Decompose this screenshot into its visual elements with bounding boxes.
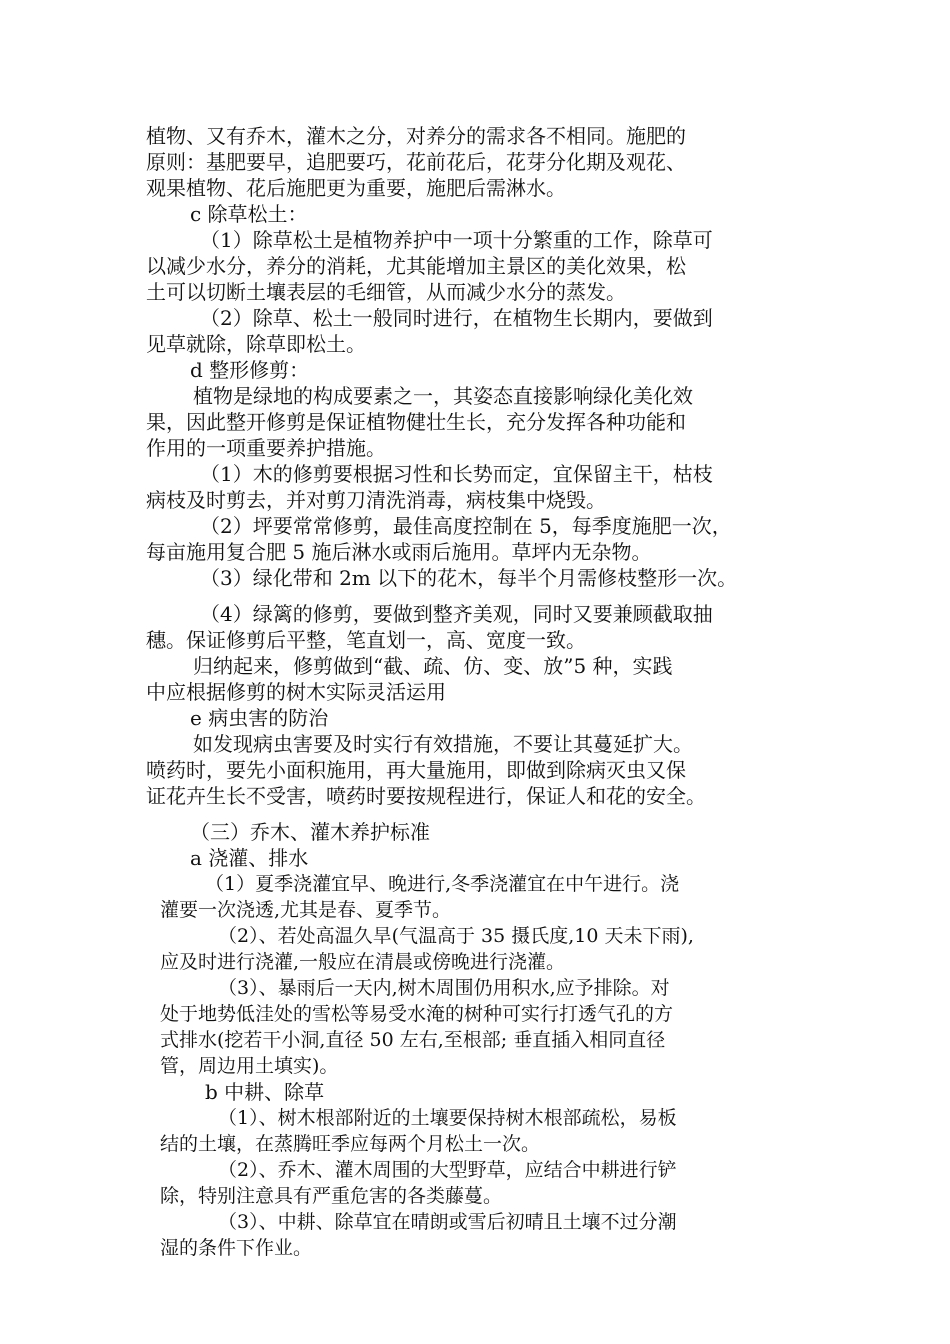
text-line: （2）坪要常常修剪，最佳高度控制在 5，每季度施肥一次， [200,514,732,538]
section-heading: c 除草松土： [190,202,308,226]
text-line: 以减少水分，养分的消耗，尤其能增加主景区的美化效果，松 [146,254,686,278]
text-line: 式排水(挖若干小洞,直径 50 左右,至根部; 垂直插入相同直径 [160,1029,666,1051]
text-line: （1）、树木根部附近的土壤要保持树木根部疏松，易板 [218,1107,677,1129]
text-line: 结的土壤，在蒸腾旺季应每两个月松土一次。 [160,1133,541,1155]
text-line: 果，因此整开修剪是保证植物健壮生长，充分发挥各种功能和 [146,410,686,434]
text-line: 除，特别注意具有严重危害的各类藤蔓。 [160,1185,503,1207]
text-line: （2）、若处高温久旱(气温高于 35 摄氏度,10 天未下雨), [218,925,694,947]
text-line: 证花卉生长不受害，喷药时要按规程进行，保证人和花的安全。 [146,784,706,808]
text-line: （3）、中耕、除草宜在晴朗或雪后初晴且土壤不过分潮 [218,1211,677,1233]
section-heading: d 整形修剪： [190,358,310,382]
text-line: 灌要一次浇透,尤其是春、夏季节。 [160,899,452,921]
text-line: （3）绿化带和 2m 以下的花木，每半个月需修枝整形一次。 [200,566,738,590]
text-line: （2）除草、松土一般同时进行，在植物生长期内，要做到 [200,306,713,330]
text-line: 作用的一项重要养护措施。 [146,436,386,460]
text-line: （1）夏季浇灌宜早、晚进行,冬季浇灌宜在中午进行。浇 [205,873,680,895]
text-line: （1）木的修剪要根据习性和长势而定，宜保留主干，枯枝 [200,462,713,486]
text-line: （4）绿篱的修剪，要做到整齐美观，同时又要兼顾截取抽 [200,602,713,626]
text-line: 喷药时，要先小面积施用，再大量施用，即做到除病灭虫又保 [146,758,686,782]
text-line: 应及时进行浇灌,一般应在清晨或傍晚进行浇灌。 [160,951,566,973]
text-line: 归纳起来，修剪做到“截、疏、仿、变、放”5 种，实践 [193,654,673,678]
text-line: 管，周边用土填实)。 [160,1055,339,1077]
section-heading: e 病虫害的防治 [190,706,329,730]
text-line: 如发现病虫害要及时实行有效措施，不要让其蔓延扩大。 [193,732,693,756]
text-line: 见草就除，除草即松土。 [146,332,366,356]
chapter-heading: （三）乔木、灌木养护标准 [190,820,430,844]
text-line: 植物是绿地的构成要素之一，其姿态直接影响绿化美化效 [193,384,693,408]
text-line: 穗。保证修剪后平整，笔直划一，高、宽度一致。 [146,628,586,652]
text-line: 中应根据修剪的树木实际灵活运用 [146,680,446,704]
text-line: 土可以切断土壤表层的毛细管，从而减少水分的蒸发。 [146,280,626,304]
text-line: （3）、暴雨后一天内,树木周围仍用积水,应予排除。对 [218,977,670,999]
text-line: 处于地势低洼处的雪松等易受水淹的树种可实行打透气孔的方 [160,1003,674,1025]
section-heading: b 中耕、除草 [205,1080,325,1104]
text-line: 植物、又有乔木，灌木之分，对养分的需求各不相同。施肥的 [146,124,686,148]
text-line: 原则：基肥要早，追肥要巧，花前花后，花芽分化期及观花、 [146,150,686,174]
text-line: 观果植物、花后施肥更为重要，施肥后需淋水。 [146,176,566,200]
text-line: （1）除草松土是植物养护中一项十分繁重的工作，除草可 [200,228,713,252]
section-heading: a 浇灌、排水 [190,846,309,870]
text-line: 湿的条件下作业。 [160,1237,313,1259]
text-line: （2）、乔木、灌木周围的大型野草，应结合中耕进行铲 [218,1159,677,1181]
text-line: 每亩施用复合肥 5 施后淋水或雨后施用。草坪内无杂物。 [146,540,652,564]
text-line: 病枝及时剪去，并对剪刀清洗消毒，病枝集中烧毁。 [146,488,606,512]
